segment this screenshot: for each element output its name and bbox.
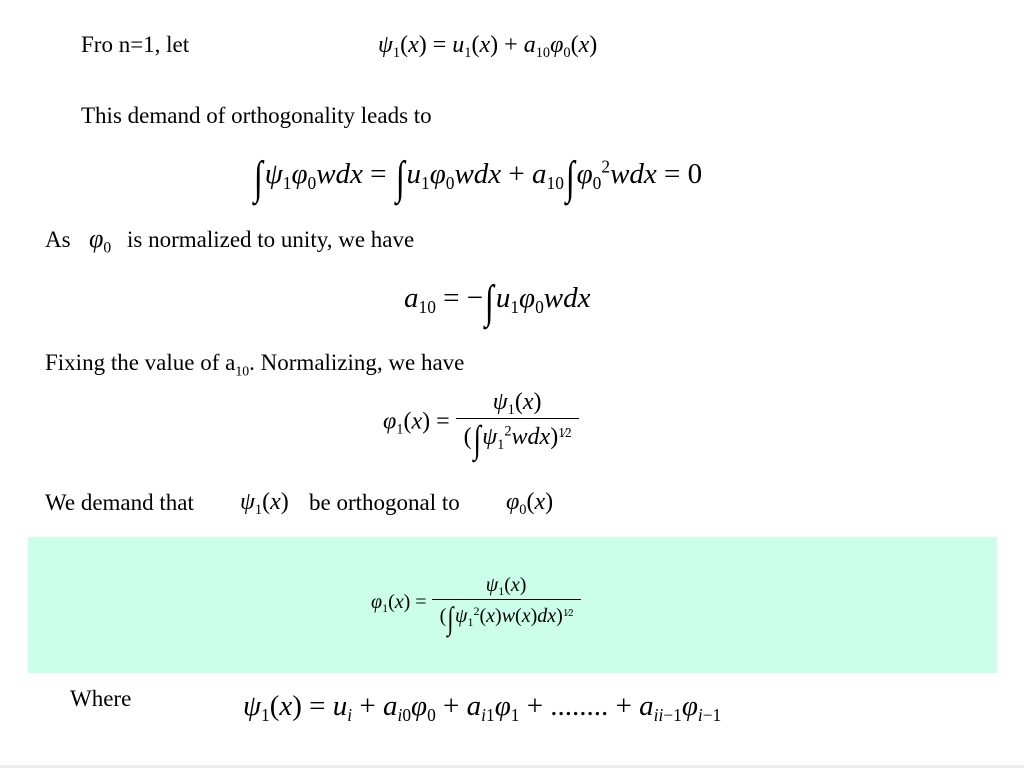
symbol-phi0: $\varphi_0$ [89,224,112,257]
equation-psi-general: $\psi_1(x) = u_i + a_{i0}\varphi_0 + a_{i1}\varphi_1$ + ........ + $a_{ii-1}\varphi_{i-1}$ [243,690,722,726]
where-text: Where [70,686,132,711]
equation-phi1-result: $\varphi_1(x)$ = $\frac{\psi_1(x)}{(\int\psi_1^2(x)w(x)dx)^{1⁄2}}$ [371,575,581,632]
equation-phi1-normalization: $\varphi_1(x)$ = $\frac{\psi_1(x)}{(\int\psi_1^2wdx)^{1⁄2}}$ [383,390,579,456]
orthogonality-text: This demand of orthogonality leads to [81,103,432,128]
normalized-text-suffix: is normalized to unity, we have [127,227,415,252]
fixing-suffix: . Normalizing, we have [249,350,465,375]
intro-text-n1: Fro n=1, let [81,32,190,57]
normalized-text-prefix: As [45,227,71,252]
fixing-sub: 10 [235,363,250,379]
demand-text-middle: be orthogonal to [309,490,460,515]
symbol-psi1-x: $\psi_1(x)$ [240,489,289,519]
demand-text-prefix: We demand that [45,490,194,515]
equation-orthogonality-integral: $\int\psi_1\varphi_0wdx = \int u_1\varphi_0wdx + a_{10}\int\varphi_0^2wdx = 0$ [253,153,703,205]
symbol-phi0-x: $\varphi_0(x)$ [506,489,554,519]
equation-psi1-definition: $\psi_1(x) = u_1(x) + a_{10}\varphi_0(x)$ [378,32,598,62]
equation-a10: $a_{10} = -\int u_1\varphi_0wdx$ [404,277,591,329]
fixing-value-text [45,351,464,378]
fixing-prefix: Fixing the value of a [45,350,236,375]
